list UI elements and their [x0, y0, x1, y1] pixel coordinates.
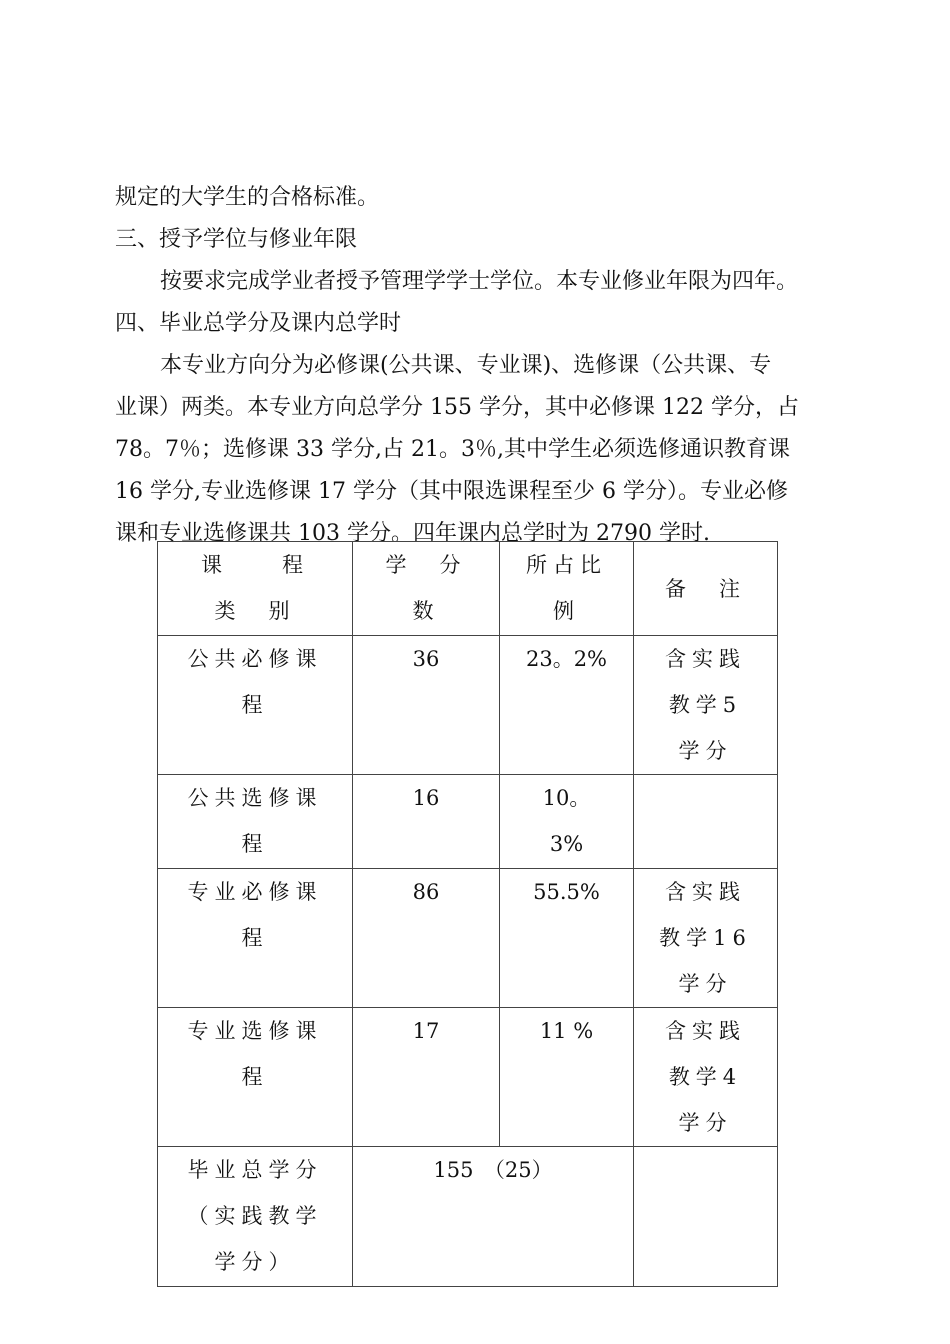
table-row	[158, 869, 778, 1008]
paragraph-text: 78。7％；选修课 33 学分,占 21。3％,其中学生必须选修通识教育课	[115, 437, 790, 462]
row-note	[634, 775, 778, 869]
row-category: 专业必修课程	[158, 869, 353, 1008]
paragraph-text: 16 学分,专业选修课 17 学分（其中限选课程至少 6 学分）。专业必修	[115, 479, 788, 504]
table-row	[158, 636, 778, 775]
paragraph-text: 业课）两类。本专业方向总学分 155 学分，其中必修课 122 学分，占	[115, 395, 799, 420]
row-category: 公共必修课程	[158, 636, 353, 775]
paragraph-text: 按要求完成学业者授予管理学学士学位。本专业修业年限为四年。	[160, 269, 799, 294]
paragraph-text: 本专业方向分为必修课(公共课、专业课)、选修课（公共课、专	[160, 353, 772, 378]
row-note: 含实践教学4 学分	[634, 1008, 778, 1147]
row-category: 专业选修课程	[158, 1008, 353, 1147]
row-ratio: 55.5%	[500, 869, 634, 1008]
row-ratio: 10。3%	[500, 775, 634, 869]
credits-table	[157, 541, 778, 1287]
row-ratio: 11 %	[500, 1008, 634, 1147]
row-note: 含实践教学16学分	[634, 869, 778, 1008]
total-value: 155 （25）	[353, 1147, 634, 1287]
header-category: 课 程 类 别	[158, 542, 353, 636]
section-heading-credits: 四、毕业总学分及课内总学时	[115, 311, 402, 336]
table-row	[158, 1008, 778, 1147]
table-row	[158, 775, 778, 869]
table-total-row	[158, 1147, 778, 1287]
header-note: 备 注	[634, 542, 778, 636]
header-credits: 学 分 数	[353, 542, 500, 636]
total-category: 毕业总学分（实践教学学分）	[158, 1147, 353, 1287]
total-note	[634, 1147, 778, 1287]
section-heading-degree: 三、授予学位与修业年限	[115, 227, 358, 252]
table-header-row	[158, 542, 778, 636]
row-credits: 36	[353, 636, 500, 775]
header-ratio: 所占比 例	[500, 542, 634, 636]
paragraph-text: 课和专业选修课共 103 学分。四年课内总学时为 2790 学时.	[115, 521, 710, 546]
row-credits: 16	[353, 775, 500, 869]
row-credits: 17	[353, 1008, 500, 1147]
row-note: 含实践教学5 学分	[634, 636, 778, 775]
row-category: 公共选修课程	[158, 775, 353, 869]
paragraph-text: 规定的大学生的合格标准。	[115, 185, 380, 210]
row-ratio: 23。2%	[500, 636, 634, 775]
row-credits: 86	[353, 869, 500, 1008]
